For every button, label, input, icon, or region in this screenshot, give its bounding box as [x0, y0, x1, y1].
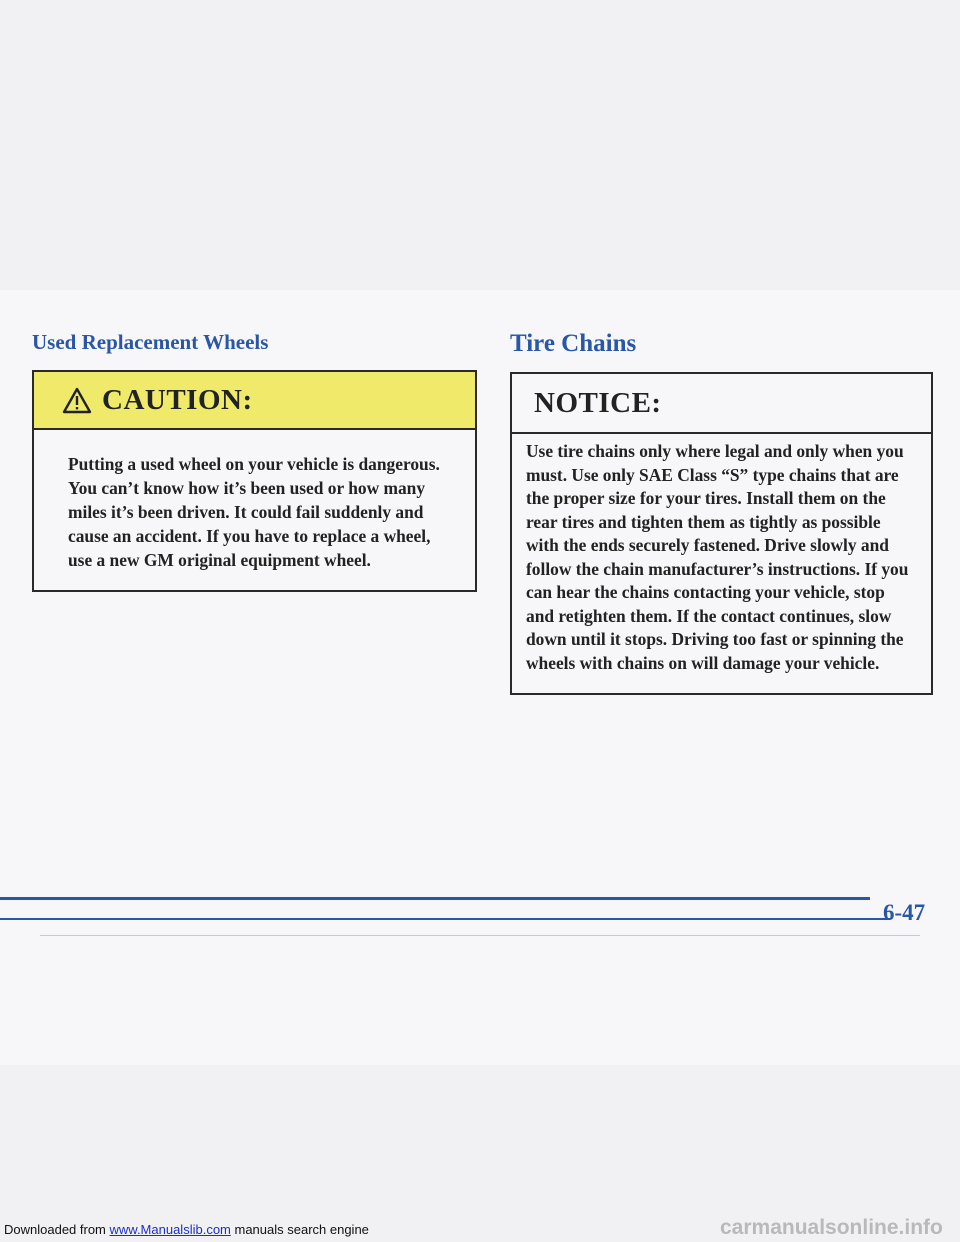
caution-header: [34, 372, 475, 430]
footer-rule-thin: [0, 918, 890, 920]
caution-box: [32, 370, 477, 592]
notice-title: NOTICE:: [534, 386, 662, 419]
scan-line: [40, 935, 920, 936]
notice-header: [512, 374, 931, 434]
notice-box: [510, 372, 933, 695]
watermark: carmanualsonline.info: [720, 1216, 943, 1239]
notice-text: Use tire chains only where legal and only when you must. Use only SAE Class “S” type chains that are the proper size for your tires. Install them on the rear tires and tighten them as tightly as possible with the ends securely fastened. Drive slowly and follow the chain manufacturer’s instructions. If you can hear the chains contacting your vehicle, stop and retighten them. If the contact continues, slow down until it stops. Driving too fast or spinning the wheels with chains on will damage your vehicle.: [526, 441, 909, 673]
download-footer: [4, 1222, 369, 1237]
section-heading-tire-chains: Tire Chains: [510, 330, 637, 357]
page-number: 6-47: [883, 900, 926, 925]
section-heading-used-wheels: Used Replacement Wheels: [32, 330, 269, 354]
footer-suffix: manuals search engine: [230, 1222, 369, 1237]
caution-title: CAUTION:: [102, 383, 253, 416]
manualslib-link[interactable]: www.Manualslib.com: [109, 1222, 231, 1237]
warning-triangle-icon: [62, 387, 92, 414]
footer-prefix: Downloaded from: [4, 1222, 110, 1237]
footer-rule-thick: [0, 897, 870, 900]
caution-text: Putting a used wheel on your vehicle is dangerous. You can’t know how it’s been used or how many miles it’s been driven. It could fail suddenly and cause an accident. If you have to replace a wheel, use a new GM original equipment wheel.: [68, 454, 440, 570]
